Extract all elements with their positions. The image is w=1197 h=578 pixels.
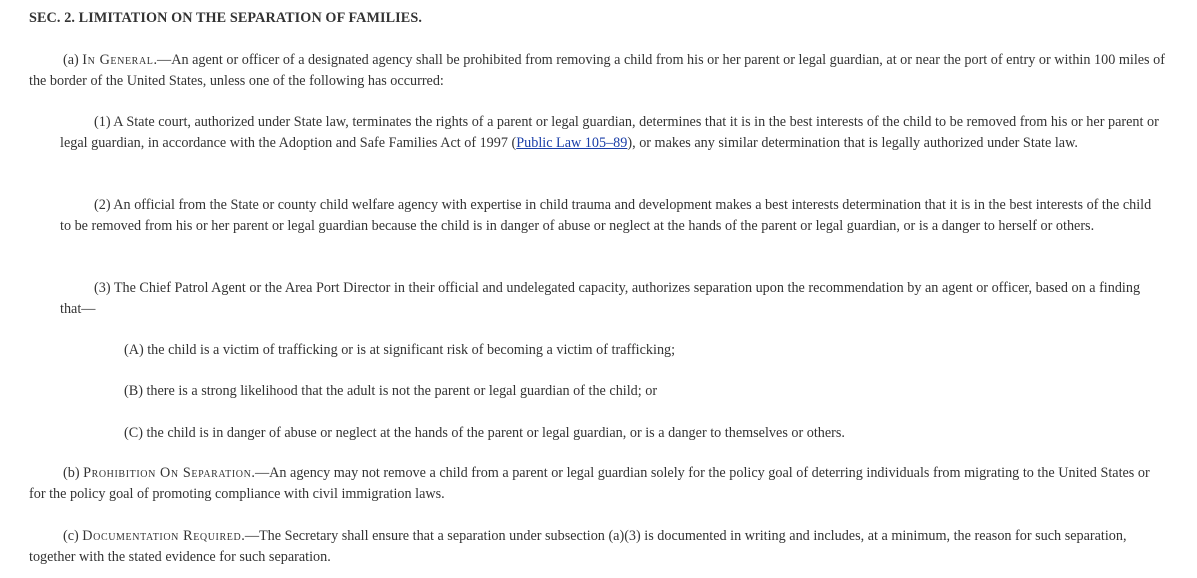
subsection-c-prefix: (c) [63, 528, 83, 544]
subsection-b-title: Prohibition On Separation [83, 465, 252, 481]
subsection-a-text: .—An agent or officer of a designated agency shall be prohibited from removing a child from his or her parent or legal guardian, at or near the port of entry or within 100 miles of the border of the United States, unless one of the following has occurred: [29, 52, 1165, 89]
paragraph-3: (3) The Chief Patrol Agent or the Area Port Director in their official and undelegated capacity, authorizes separation upon the recommendation by an agent or officer, based on a finding that— [60, 280, 1141, 317]
subsection-a-title: In General [82, 52, 154, 68]
subsection-c [29, 526, 1171, 568]
subsection-b-prefix: (b) [63, 465, 84, 481]
subsection-a [29, 50, 1169, 92]
subsection-b-text: .—An agency may not remove a child from a parent or legal guardian solely for the policy goal of deterring individuals from migrating to the United States or for the policy goal of promoting compliance with civil immigration laws. [29, 465, 1150, 502]
subsection-c-title: Documentation Required [82, 528, 242, 544]
public-law-link[interactable]: Public Law 105–89 [516, 135, 628, 151]
subsection-b [29, 463, 1169, 505]
paragraph-2: (2) An official from the State or county child welfare agency with expertise in child trauma and development makes a best interests determination that it is in the best interests of the child to be removed from his or her parent or legal guardian because the child is in danger of abuse or neglect at the hands of the parent or legal guardian, or is a danger to herself or others. [60, 197, 1152, 234]
subparagraph-A: (A) the child is a victim of trafficking or is at significant risk of becoming a victim of trafficking; [124, 342, 676, 358]
section-heading: SEC. 2. LIMITATION ON THE SEPARATION OF FAMILIES. [29, 10, 423, 26]
subparagraph-C: (C) the child is in danger of abuse or neglect at the hands of the parent or legal guardian, or is a danger to themselves or others. [124, 425, 845, 441]
paragraph-1 [60, 112, 1160, 154]
subsection-c-text: .—The Secretary shall ensure that a separation under subsection (a)(3) is documented in writing and includes, at a minimum, the reason for such separation, together with the stated evidence for such separation. [29, 528, 1127, 565]
paragraph-1-text-before: (1) A State court, authorized under State law, terminates the rights of a parent or legal guardian, determines that it is in the best interests of the child to be removed from his or her parent or legal guardian, in accordance with the Adoption and Safe Families Act of 1997 ( [60, 114, 1159, 151]
subsection-a-prefix: (a) [63, 52, 83, 68]
subparagraph-B: (B) there is a strong likelihood that the adult is not the parent or legal guardian of the child; or [124, 383, 658, 399]
paragraph-1-text-after: ), or makes any similar determination that is legally authorized under State law. [627, 135, 1078, 151]
